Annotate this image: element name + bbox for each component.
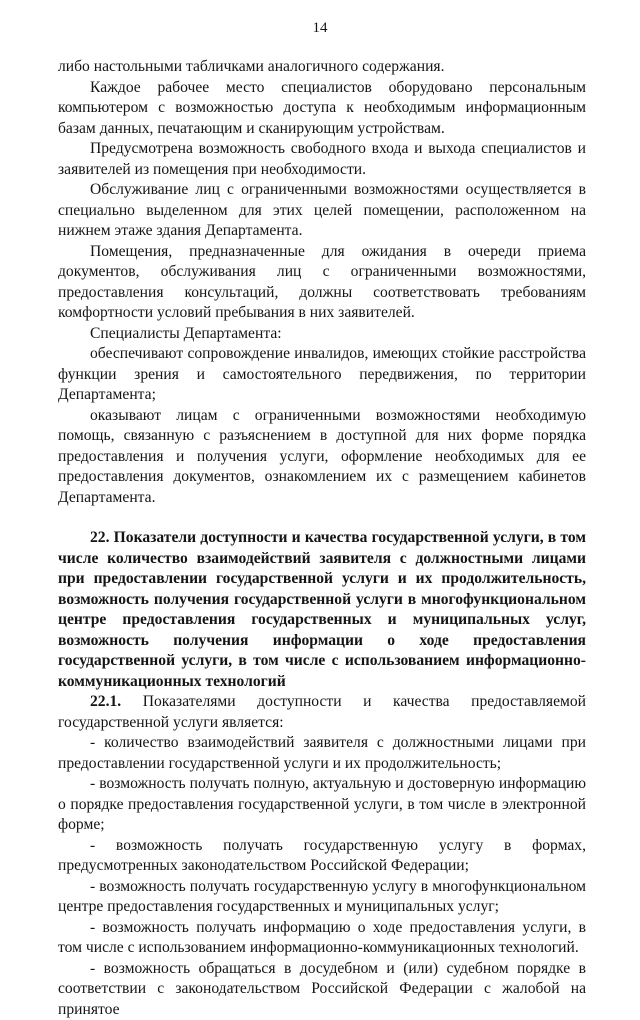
list-item: - возможность обращаться в досудебном и (или) судебном порядке в соответствии с законодательством Российской Федерации с жалобой на принятое — [58, 959, 586, 1020]
paragraph: Обслуживание лиц с ограниченными возможностями осуществляется в специально выделенном для этих целей помещении, расположенном на нижнем этаже здания Департамента. — [58, 180, 586, 242]
paragraph: Предусмотрена возможность свободного входа и выхода специалистов и заявителей из помещения при необходимости. — [58, 139, 586, 180]
paragraph: обеспечивают сопровождение инвалидов, имеющих стойкие расстройства функции зрения и самостоятельного передвижения, по территории Департамента; — [58, 344, 586, 406]
list-item: - возможность получать информацию о ходе предоставления услуги, в том числе с использованием информационно-коммуникационных технологий. — [58, 918, 586, 959]
section-heading: 22. Показатели доступности и качества государственной услуги, в том числе количество взаимодействий заявителя с должностными лицами при предоставлении государственной услуги и их продолжительность, возможность получения государственной услуги в многофункциональном центре предоставления государственных и муниципальных услуг, возможность получения информации о ходе предоставления государственной услуги, в том числе с использованием информационно-коммуникационных технологий — [58, 528, 586, 692]
list-item: - возможность получать государственную услугу в многофункциональном центре предоставления государственных и муниципальных услуг; — [58, 877, 586, 918]
list-item: - возможность получать полную, актуальную и достоверную информацию о порядке предоставления государственной услуги, в том числе в электронной форме; — [58, 774, 586, 836]
subsection-text: Показателями доступности и качества предоставляемой государственной услуги является: — [58, 693, 586, 731]
paragraph: оказывают лицам с ограниченными возможностями необходимую помощь, связанную с разъяснением в доступной для них форме порядка предоставления и получения услуги, оформление необходимых для ее предоставления документов, ознакомлением их с размещением кабинетов Департамента. — [58, 406, 586, 509]
paragraph: Помещения, предназначенные для ожидания в очереди приема документов, обслуживания лиц с ограниченными возможностями, предоставления консультаций, должны соответствовать требованиям комфортности условий пребывания в них заявителей. — [58, 242, 586, 324]
list-item: - возможность получать государственную услугу в формах, предусмотренных законодательством Российской Федерации; — [58, 836, 586, 877]
document-body — [58, 57, 586, 1020]
list-item: - количество взаимодействий заявителя с должностными лицами при предоставлении государственной услуги и их продолжительность; — [58, 733, 586, 774]
subsection-number: 22.1. — [90, 693, 121, 710]
subsection-paragraph — [58, 692, 586, 733]
page-number: 14 — [0, 20, 640, 37]
paragraph: либо настольными табличками аналогичного содержания. — [58, 57, 586, 78]
paragraph: Специалисты Департамента: — [58, 324, 586, 345]
paragraph: Каждое рабочее место специалистов оборудовано персональным компьютером с возможностью доступа к необходимым информационным базам данных, печатающим и сканирующим устройствам. — [58, 78, 586, 140]
